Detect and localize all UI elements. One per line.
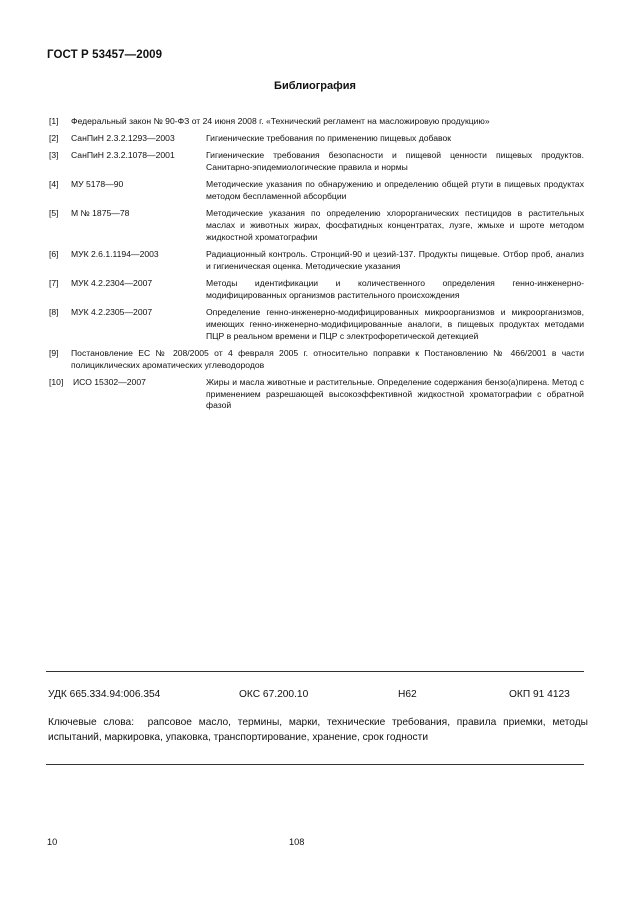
udk-code: УДК 665.334.94:006.354 — [48, 689, 161, 700]
sheet-number: 108 — [289, 837, 305, 847]
entry-text: Радиационный контроль. Стронций-90 и цезий-137. Продукты пищевые. Отбор проб, анализ и гигиеническая оценка. Методические указания — [206, 249, 584, 271]
entry-code: МУК 4.2.2305—2007 — [71, 307, 153, 318]
entry-code: ИСО 15302—2007 — [73, 376, 146, 387]
keywords-label: Ключевые слова: — [48, 717, 135, 728]
page-number: 10 — [47, 837, 58, 847]
okp-code: ОКП 91 4123 — [509, 689, 570, 700]
entry-text: Методические указания по обнаружению и определению общей ртути в пищевых продуктах методом беспламенной абсорбции — [206, 179, 584, 202]
entry-number: [7] — [49, 278, 59, 289]
entry-number: [1] — [49, 116, 59, 126]
entry-number: [5] — [49, 208, 59, 219]
entry-text: Федеральный закон № 90-ФЗ от 24 июня 2008 г. «Технический регламент на масложировую продукцию» — [71, 116, 490, 126]
entry-number: [8] — [49, 307, 59, 318]
entry-number: [2] — [49, 133, 59, 144]
bibliography-entry — [49, 179, 584, 203]
entry-number: [9] — [49, 347, 59, 358]
entry-code: МУК 4.2.2304—2007 — [71, 278, 153, 289]
bibliography-entry — [49, 348, 584, 372]
keywords — [48, 716, 588, 745]
bibliography-entry — [49, 208, 584, 243]
entry-text: Гигиенические требования по применению пищевых добавок — [206, 133, 452, 144]
entry-number: [10] — [49, 376, 64, 387]
entry-code: МУК 2.6.1.1194—2003 — [71, 249, 159, 260]
entry-text: Постановление ЕС № 208/2005 от 4 февраля 2005 г. относительно поправки к Постановлению № 466/2001 в части полициклических ароматических углеводородов — [71, 347, 584, 370]
entry-text: Гигиенические требования безопасности и пищевой ценности пищевых продуктов. Санитарно-эпидемиологические правила и нормы — [206, 150, 584, 173]
group-code: Н62 — [398, 689, 417, 700]
entry-text: Жиры и масла животные и растительные. Определение содержания бензо(а)пирена. Метод с применением разрешающей высокоэффективной жидкостной хроматографии с обратной фазой — [206, 376, 584, 411]
entry-code: МУ 5178—90 — [71, 179, 124, 190]
bibliography-list — [49, 116, 584, 418]
entry-number: [3] — [49, 150, 59, 161]
bibliography-title-text: Библиография — [274, 80, 356, 92]
oks-code: ОКС 67.200.10 — [239, 689, 309, 700]
bibliography-entry — [49, 133, 584, 145]
standard-id: ГОСТ Р 53457—2009 — [47, 49, 163, 61]
bibliography-entry — [49, 278, 584, 302]
entry-number: [4] — [49, 179, 59, 190]
keywords-text: рапсовое масло, термины, марки, технические требования, правила приемки, методы испытаний, маркировка, упаковка, транспортирование, хранение, срок годности — [48, 717, 588, 743]
entry-text: Определение генно-инженерно-модифицированных микроорганизмов и микроорганизмов, имеющих генно-инженерно-модифицированные аналоги, в пищевых продуктах методами ПЦР в реальном времени и ПЦР с электрофоретической детекцией — [206, 307, 584, 341]
bottom-divider — [46, 764, 584, 765]
entry-text: Методические указания по определению хлорорганических пестицидов в растительных маслах и животных жирах, фосфатидных концентратах, лузге, жмыхе и шроте методом жидкостной хроматографии — [206, 208, 584, 242]
bibliography-entry — [49, 377, 584, 412]
entry-number: [6] — [49, 249, 59, 260]
bibliography-entry — [49, 150, 584, 174]
bibliography-title — [0, 80, 630, 92]
top-divider — [46, 671, 584, 672]
entry-code: СанПиН 2.3.2.1293—2003 — [71, 133, 175, 144]
bibliography-entry — [49, 116, 584, 128]
entry-code: СанПиН 2.3.2.1078—2001 — [71, 150, 175, 161]
bibliography-entry — [49, 307, 584, 342]
entry-code: М № 1875—78 — [71, 208, 130, 219]
bibliography-entry — [49, 249, 584, 273]
entry-text: Методы идентификации и количественного определения генно-инженерно-модифицированных организмов растительного происхождения — [206, 278, 584, 300]
